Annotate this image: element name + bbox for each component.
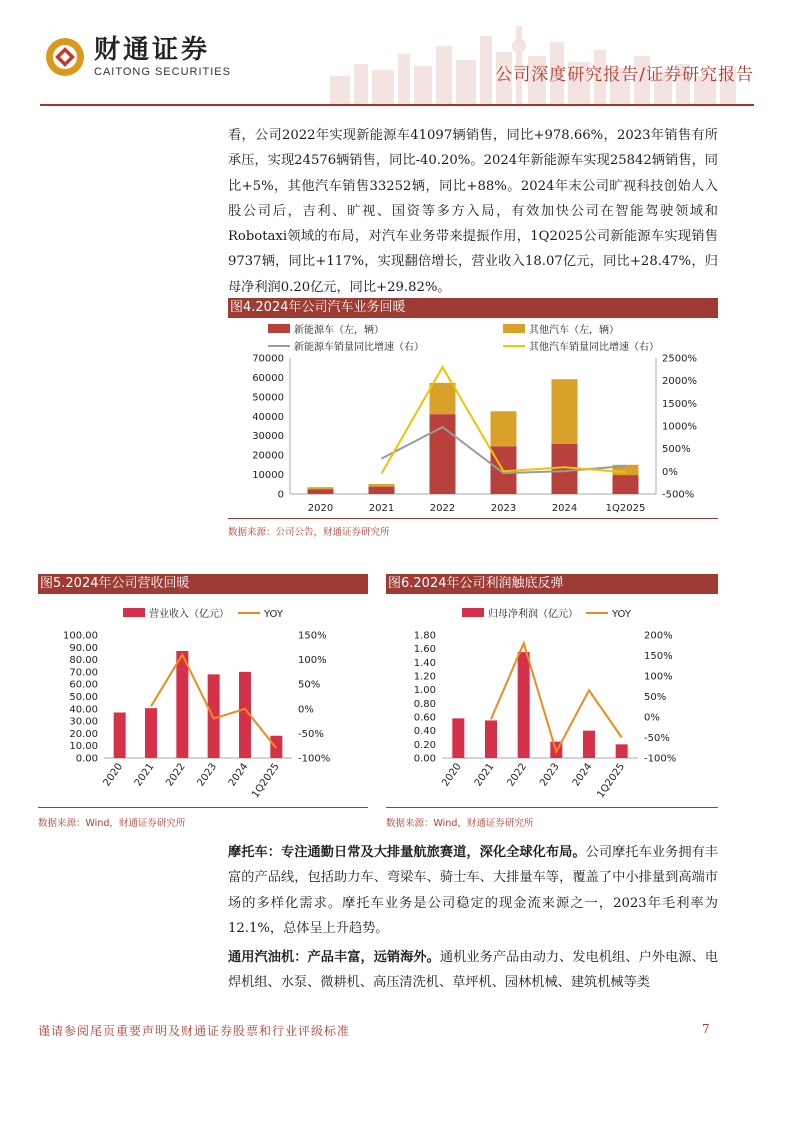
y-right-tick-fig6: -100% [644,753,677,765]
y-left-tick-fig6: 1.20 [413,671,436,683]
header-divider [40,104,754,106]
legend-label-fig6-1: YOY [612,609,631,620]
legend-label-fig4-2: 新能源车销量同比增速（右） [294,342,424,353]
bar-fig6-s0 [583,731,595,758]
y-left-tick-fig5: 30.00 [69,716,98,728]
y-right-tick-fig4: 2500% [662,353,697,365]
x-tick-fig4: 1Q2025 [605,503,646,514]
legend-swatch-fig4-1 [503,324,525,333]
bar-fig6-s0 [518,652,530,758]
x-tick-fig4: 2023 [490,503,517,514]
logo-chinese-name: 财通证券 [94,35,211,65]
x-tick-fig6: 2021 [472,761,497,789]
engine-paragraph [228,945,718,996]
report-type-label: 公司深度研究报告/证券研究报告 [495,65,754,85]
y-left-tick-fig4: 50000 [252,392,284,404]
y-left-tick-fig5: 60.00 [69,679,98,691]
figure-6-chart [386,594,718,804]
y-left-tick-fig5: 40.00 [69,704,98,716]
y-left-tick-fig5: 80.00 [69,655,98,667]
y-right-tick-fig4: 1000% [662,421,697,433]
motorcycle-paragraph [228,840,718,941]
figure-5-title: 图5.2024年公司营收回暖 [38,574,368,594]
figure-4-bottom-rule [228,518,718,519]
y-left-tick-fig6: 0.00 [413,753,436,765]
y-right-tick-fig4: 500% [662,444,691,456]
bar-fig5-s0 [145,708,157,758]
x-tick-fig5: 2022 [164,761,188,789]
bar-fig4-s1 [491,411,517,446]
legend-label-fig6-0: 归母净利润（亿元） [488,609,578,620]
engine-body: 通机业务产品由动力、发电机组、户外电源、电焊机组、水泵、微耕机、高压清洗机、草坪机、园林机械、建筑机械等类 [228,950,719,991]
y-left-tick-fig4: 30000 [252,431,284,443]
motorcycle-lead: 摩托车：专注通勤日常及大排量航旅赛道，深化全球化布局。 [228,845,586,860]
figure-5-bottom-rule [38,807,368,808]
x-tick-fig6: 2022 [505,761,530,789]
x-tick-fig6: 2024 [570,761,595,789]
line-series-fig6-0 [491,643,622,752]
y-right-tick-fig6: 0% [644,712,660,724]
bar-fig5-s0 [176,651,188,758]
bar-fig6-s0 [485,720,497,758]
figure-5-source: 数据来源：Wind，财通证券研究所 [38,818,186,829]
y-left-tick-fig6: 1.80 [413,630,436,642]
y-left-tick-fig5: 10.00 [69,741,98,753]
bar-fig4-s0 [369,487,395,494]
y-left-tick-fig6: 1.40 [413,657,436,669]
figure-6-title: 图6.2024年公司利润触底反弹 [386,574,718,594]
y-left-tick-fig5: 0.00 [75,753,98,765]
x-tick-fig6: 2020 [440,761,464,789]
y-right-tick-fig4: 1500% [662,398,697,410]
y-left-tick-fig6: 0.20 [413,739,436,751]
y-left-tick-fig6: 1.60 [413,644,436,656]
y-left-tick-fig4: 20000 [252,450,284,462]
page-number: 7 [702,1022,710,1036]
y-left-tick-fig5: 20.00 [69,728,98,740]
bar-fig4-s0 [308,489,334,494]
bar-fig4-s1 [308,487,334,489]
y-right-tick-fig6: 50% [644,692,667,703]
x-tick-fig5: 2021 [132,761,157,789]
x-tick-fig5: 1Q2025 [250,761,282,801]
y-left-tick-fig6: 1.00 [413,685,436,697]
legend-swatch-fig5-0 [123,608,145,617]
bar-fig4-s1 [430,383,456,414]
caitong-logo-icon [44,36,86,78]
x-tick-fig6: 1Q2025 [595,761,628,801]
y-right-tick-fig5: -100% [298,753,331,765]
figure-4-chart [228,318,718,518]
figure-6-source: 数据来源：Wind，财通证券研究所 [386,818,534,829]
bar-fig6-s0 [452,718,464,758]
y-right-tick-fig6: 100% [644,671,673,683]
engine-lead: 通用汽油机：产品丰富，远销海外。 [228,950,440,965]
y-left-tick-fig4: 10000 [252,470,284,482]
x-tick-fig5: 2023 [195,761,220,789]
x-tick-fig4: 2022 [429,503,456,514]
y-left-tick-fig4: 40000 [252,411,284,423]
logo-english-name: CAITONG SECURITIES [94,66,231,78]
legend-swatch-fig4-0 [268,324,290,333]
y-left-tick-fig5: 70.00 [69,667,98,679]
x-tick-fig4: 2024 [551,503,578,514]
y-right-tick-fig5: 100% [298,655,327,667]
city-skyline-decoration [330,6,750,104]
x-tick-fig5: 2020 [101,761,126,789]
legend-label-fig4-1: 其他汽车（左，辆） [529,325,619,336]
y-right-tick-fig5: 150% [298,630,327,642]
legend-label-fig4-0: 新能源车（左，辆） [294,325,384,336]
y-right-tick-fig6: -50% [644,733,670,744]
y-left-tick-fig4: 0 [277,489,284,501]
y-right-tick-fig5: 0% [298,704,314,716]
intro-paragraph: 看，公司2022年实现新能源车41097辆销售，同比+978.66%，2023年销售有所承压，实现24576辆销售，同比-40.20%。2024年新能源车实现25842辆销售，同比+5%，其他汽车销售33252辆，同比+88%。2024年末公司旷视科技创始人入股公司后，吉利、旷视、国资等多方入局，有效加快公司在智能驾驶领域和Robotaxi领域的布局，对汽车业务带来提振作用，1Q2025公司新能源车实现销售9737辆，同比+117%，实现翻倍增长，营业收入18.07亿元，同比+28.47%，归母净利润0.20亿元，同比+29.82%。 [228,128,718,295]
motorcycle-body: 公司摩托车业务拥有丰富的产品线，包括助力车、弯梁车、骑士车、大排量车等，覆盖了中小排量到高端市场的多样化需求。摩托车业务是公司稳定的现金流来源之一，2023年毛利率为12.1%，总体呈上升趋势。 [228,845,718,936]
y-right-tick-fig6: 200% [644,630,673,642]
y-left-tick-fig6: 0.40 [413,726,436,738]
bar-fig5-s0 [114,712,126,758]
legend-swatch-fig6-0 [462,608,484,617]
y-right-tick-fig5: -50% [298,728,324,740]
bar-fig4-s1 [552,379,578,444]
x-tick-fig4: 2020 [307,503,334,514]
x-tick-fig5: 2024 [226,761,251,789]
figure-5-chart [38,594,368,804]
y-left-tick-fig5: 90.00 [69,642,98,654]
x-tick-fig4: 2021 [368,503,395,514]
page-header [0,0,794,116]
y-right-tick-fig4: 0% [662,466,678,478]
y-left-tick-fig6: 0.80 [413,698,436,710]
company-logo [44,36,231,78]
y-right-tick-fig4: 2000% [662,376,697,388]
figure-4-title: 图4.2024年公司汽车业务回暖 [228,298,718,318]
figure-4-source: 数据来源：公司公告，财通证券研究所 [228,527,390,538]
y-left-tick-fig6: 0.60 [413,712,436,724]
y-left-tick-fig5: 100.00 [63,630,98,642]
y-right-tick-fig5: 50% [298,679,321,691]
bar-fig4-s0 [613,475,639,494]
bar-fig4-s1 [369,484,395,487]
figure-6-bottom-rule [386,807,718,808]
legend-label-fig4-3: 其他汽车销量同比增速（右） [529,342,659,353]
footer-disclaimer: 谨请参阅尾页重要声明及财通证券股票和行业评级标准 [38,1024,351,1038]
bar-fig5-s0 [208,674,220,758]
x-tick-fig6: 2023 [538,761,562,789]
legend-label-fig5-1: YOY [264,609,283,620]
bar-fig6-s0 [616,744,628,758]
y-left-tick-fig5: 50.00 [69,692,98,703]
y-left-tick-fig4: 60000 [252,372,284,384]
y-left-tick-fig4: 70000 [252,353,284,365]
y-right-tick-fig4: -500% [662,489,695,501]
legend-label-fig5-0: 营业收入（亿元） [149,609,229,620]
y-right-tick-fig6: 150% [644,651,673,662]
